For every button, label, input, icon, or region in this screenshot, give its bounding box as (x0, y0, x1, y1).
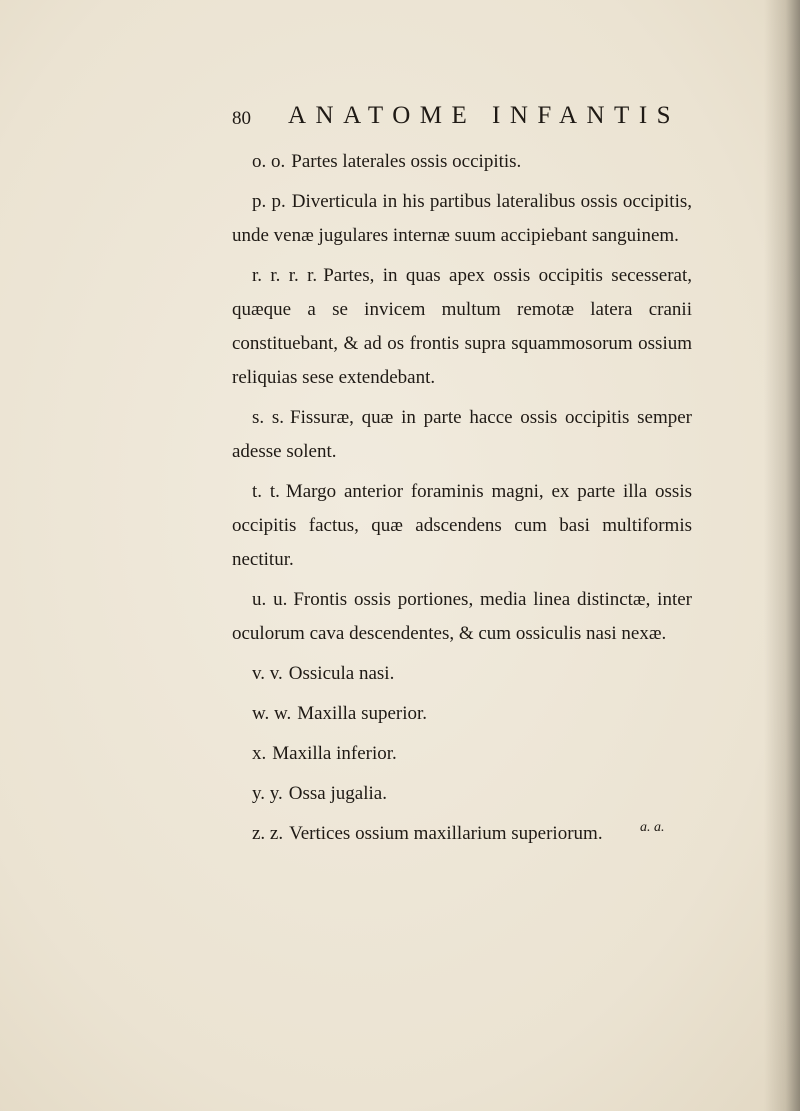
running-title: ANATOME INFANTIS (288, 102, 681, 129)
entry-key: o. o. (252, 151, 286, 172)
entry-key: y. y. (252, 783, 283, 804)
entry-text: Ossicula nasi. (288, 663, 395, 684)
legend-entry (232, 777, 692, 811)
entry-key: t. t. (252, 481, 280, 502)
legend-entry (232, 583, 692, 651)
entry-key: s. s. (252, 407, 285, 428)
legend-entries (232, 145, 692, 857)
entry-text: Margo anterior foraminis magni, ex parte illa ossis occipitis factus, quæ adscendens cum basi multiformis nectitur. (232, 481, 692, 570)
legend-entry (232, 185, 692, 253)
entry-text: Ossa jugalia. (288, 783, 387, 804)
entry-key: r. r. r. r. (252, 265, 318, 286)
entry-key: p. p. (252, 191, 286, 212)
legend-entry (232, 817, 692, 851)
legend-entry (232, 657, 692, 691)
legend-entry (232, 697, 692, 731)
legend-entry (232, 737, 692, 771)
entry-text: Vertices ossium maxillarium superiorum. (289, 823, 603, 844)
legend-entry (232, 475, 692, 577)
legend-entry (232, 259, 692, 395)
entry-key: w. w. (252, 703, 292, 724)
entry-key: v. v. (252, 663, 283, 684)
page-number: 80 (232, 108, 251, 129)
entry-text: Partes, in quas apex ossis occipitis secesserat, quæque a se invicem multum remotæ latera cranii constituebant, & ad os frontis supra squammosorum ossium reliquias sese extendebant. (232, 265, 692, 388)
entry-text: Maxilla superior. (297, 703, 428, 724)
entry-text: Frontis ossis portiones, media linea distinctæ, inter oculorum cava descendentes, & cum ossiculis nasi nexæ. (232, 589, 692, 644)
legend-entry (232, 401, 692, 469)
entry-key: u. u. (252, 589, 288, 610)
entry-text: Maxilla inferior. (272, 743, 397, 764)
entry-key: x. (252, 743, 267, 764)
catchword: a. a. (640, 820, 665, 835)
page-header (232, 102, 681, 142)
entry-text: Partes laterales ossis occipitis. (291, 151, 522, 172)
entry-text: Fissuræ, quæ in parte hacce ossis occipitis semper adesse solent. (232, 407, 692, 462)
page-edge-shadow (764, 0, 800, 1111)
legend-entry (232, 145, 692, 179)
entry-key: z. z. (252, 823, 284, 844)
entry-text: Diverticula in his partibus lateralibus ossis occipitis, unde venæ jugulares internæ suum accipiebant sanguinem. (232, 191, 692, 246)
